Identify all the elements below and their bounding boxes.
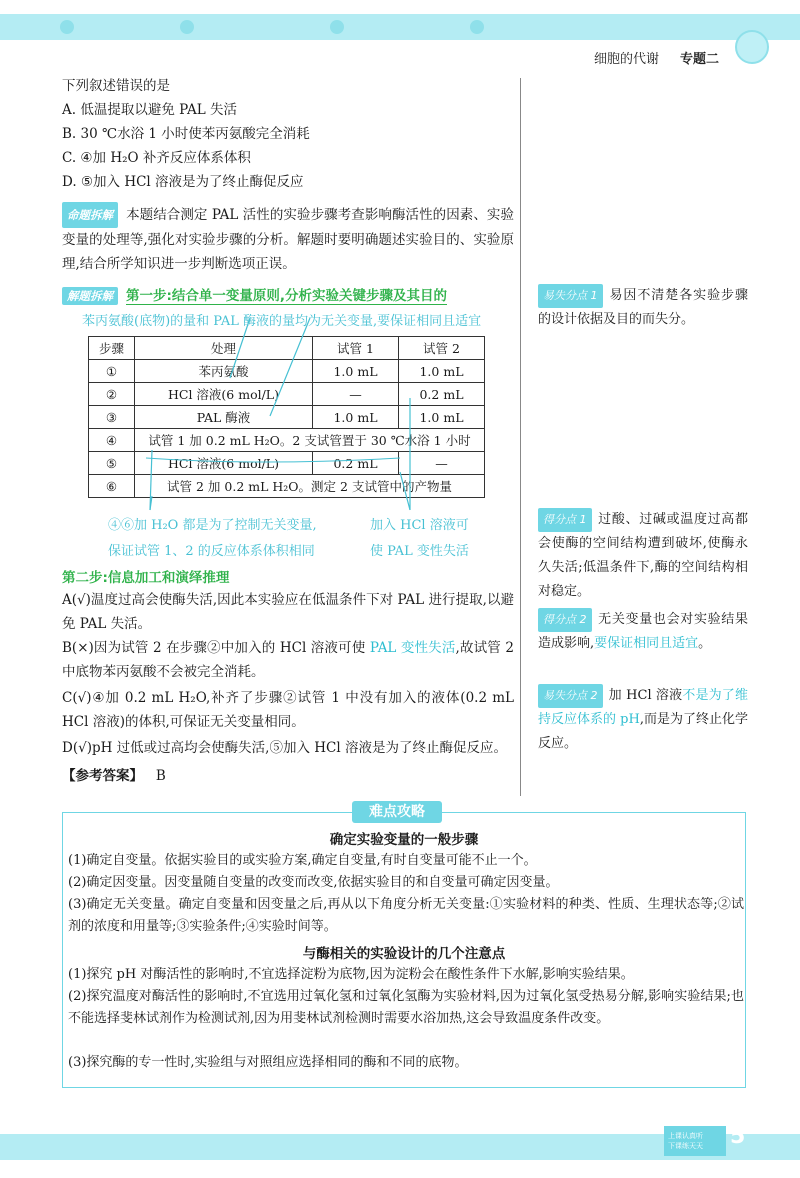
table-cell: HCl 溶液(6 mol/L) (135, 383, 313, 406)
sidenote-text: 加 HCl 溶液 (608, 688, 683, 703)
reason-a: A(√)温度过高会使酶失活,因此本实验应在低温条件下对 PAL 进行提取,以避免 PAL 失活。 (62, 592, 514, 632)
tips-item: (3)确定无关变量。确定自变量和因变量之后,再从以下角度分析无关变量:①实验材料的种类、性质、生理状态等;②试剂的浓度和用量等;③实验条件;④实验时间等。 (68, 897, 744, 934)
band-dot (330, 20, 344, 34)
header-chapter: 细胞的代谢 (594, 52, 660, 67)
option-a: A. 低温提取以避免 PAL 失活 (62, 102, 237, 118)
sidenote-text: 易因不清楚各实验步骤的设计依据及目的而失分。 (538, 288, 748, 327)
note-right-2: 使 PAL 变性失活 (370, 544, 469, 559)
tips-item: (1)确定自变量。依据实验目的或实验方案,确定自变量,有时自变量可能不止一个。 (68, 853, 537, 868)
step1-note: 苯丙氨酸(底物)的量和 PAL 酶液的量均为无关变量,要保证相同且适宜 (82, 314, 482, 329)
table-cell: 1.0 mL (313, 406, 399, 429)
table-cell: HCl 溶液(6 mol/L) (135, 452, 313, 475)
sidenote-tag: 易失分点 1 (538, 284, 603, 308)
table-cell: 0.2 mL (399, 383, 485, 406)
table-header-cell: 步骤 (89, 337, 135, 360)
sidenote-highlight: 不是为了维持反应体系的 pH (538, 688, 748, 727)
tips-item: (2)探究温度对酶活性的影响时,不宜选用过氧化氢和过氧化氢酶为实验材料,因为过氧化氢受热易分解,影响实验结果;也不能选择斐林试剂作为检测试剂,因为用斐林试剂检测时需要水浴加热,这会导致温度条件改变。 (68, 989, 744, 1026)
analysis-text: 本题结合测定 PAL 活性的实验步骤考查影响酶活性的因素、实验变量的处理等,强化对实验步骤的分析。解题时要明确题述实验目的、实验原理,结合所学知识进一步判断选项正误。 (62, 207, 514, 272)
footer-slogan-2: 下课练天天 (668, 1142, 703, 1150)
reason-d: D(√)pH 过低或过高均会使酶失活,⑤加入 HCl 溶液是为了终止酶促反应。 (62, 740, 507, 756)
sidenote-2 (538, 508, 748, 604)
tips-box-title: 难点攻略 (352, 801, 442, 823)
reason-b-text-2: ,故试管 2 中底物苯丙氨酸不会被完全消耗。 (62, 640, 515, 680)
sidenote-tag: 得分点 2 (538, 608, 592, 632)
tips-heading-1: 确定实验变量的一般步骤 (329, 832, 479, 848)
sidenote-highlight: 要保证相同且适宜 (594, 636, 699, 651)
table-cell: — (399, 452, 485, 475)
reason-b (62, 636, 514, 684)
mascot-icon (735, 30, 769, 64)
answer-value: B (155, 768, 166, 784)
analysis-paragraph (62, 202, 514, 276)
table-cell: 0.2 mL (313, 452, 399, 475)
tips-item: (3)探究酶的专一性时,实验组与对照组应选择相同的酶和不同的底物。 (68, 1055, 468, 1070)
table-cell: 1.0 mL (399, 406, 485, 429)
question-stem: 下列叙述错误的是 (62, 78, 170, 94)
reason-b-text: B(×)因为试管 2 在步骤②中加入的 HCl 溶液可使 (62, 640, 370, 656)
table-cell: 苯丙氨酸 (135, 360, 313, 383)
footer-slogan (664, 1126, 726, 1156)
solution-tag: 解题拆解 (62, 287, 118, 305)
arrow-line (230, 318, 250, 378)
note-left-2: 保证试管 1、2 的反应体系体积相同 (108, 544, 315, 559)
step1-title: 第一步:结合单一变量原则,分析实验关键步骤及其目的 (126, 288, 448, 304)
sidenote-text: 过酸、过碱或温度过高都会使酶的空间结构遭到破坏,使酶永久失活;低温条件下,酶的空间结构相对稳定。 (538, 512, 748, 599)
table-header-cell: 试管 2 (399, 337, 485, 360)
tips-item: (2)确定因变量。因变量随自变量的改变而改变,依据实验目的和自变量可确定因变量。 (68, 875, 559, 890)
tips-item: (1)探究 pH 对酶活性的影响时,不宜选择淀粉为底物,因为淀粉会在酸性条件下水解,影响实验结果。 (68, 967, 634, 982)
answer-label: 【参考答案】 (62, 768, 143, 784)
reason-c: C(√)④加 0.2 mL H₂O,补齐了步骤②试管 1 中没有加入的液体(0.2 mL HCl 溶液)的体积,可保证无关变量相同。 (62, 690, 514, 730)
sidenote-text-2: 。 (698, 636, 712, 651)
table-cell: 1.0 mL (313, 360, 399, 383)
tips-heading-2: 与酶相关的实验设计的几个注意点 (302, 946, 506, 962)
table-cell: — (313, 383, 399, 406)
band-dot (60, 20, 74, 34)
header-topic: 专题二 (680, 52, 720, 67)
reason-b-highlight: PAL 变性失活 (369, 640, 456, 656)
table-cell: ⑥ (89, 475, 135, 498)
analysis-tag: 命题拆解 (62, 202, 118, 228)
column-divider (520, 78, 521, 796)
note-left-1: ④⑥加 H₂O 都是为了控制无关变量, (108, 518, 317, 533)
table-cell: ③ (89, 406, 135, 429)
table-header-cell: 处理 (135, 337, 313, 360)
table-cell: ⑤ (89, 452, 135, 475)
sidenote-1 (538, 284, 748, 332)
answer-row (62, 764, 166, 784)
sidenote-tag: 得分点 1 (538, 508, 592, 532)
page-number: 5 (730, 1124, 746, 1149)
sidenote-4 (538, 684, 748, 756)
footer-slogan-1: 上课认真听 (668, 1132, 703, 1140)
table-cell: 试管 1 加 0.2 mL H₂O。2 支试管置于 30 ℃水浴 1 小时 (135, 429, 485, 452)
note-right-1: 加入 HCl 溶液可 (370, 518, 469, 533)
option-b: B. 30 ℃水浴 1 小时使苯丙氨酸完全消耗 (62, 126, 310, 142)
table-cell: ④ (89, 429, 135, 452)
table-header-cell: 试管 1 (313, 337, 399, 360)
option-d: D. ⑤加入 HCl 溶液是为了终止酶促反应 (62, 174, 304, 190)
band-dot (180, 20, 194, 34)
table-cell: 1.0 mL (399, 360, 485, 383)
top-band (0, 14, 800, 40)
band-dot (470, 20, 484, 34)
sidenote-3 (538, 608, 748, 656)
table-cell: PAL 酶液 (135, 406, 313, 429)
table-cell: ② (89, 383, 135, 406)
arrow-line (400, 472, 410, 510)
wavy-underline (146, 458, 400, 462)
step2-title: 第二步:信息加工和演绎推理 (62, 570, 230, 586)
sidenote-tag: 易失分点 2 (538, 684, 603, 708)
table-cell: 试管 2 加 0.2 mL H₂O。测定 2 支试管中的产物量 (135, 475, 485, 498)
sidenote-text-2: ,而是为了终止化学反应。 (538, 712, 748, 751)
option-c: C. ④加 H₂O 补齐反应体系体积 (62, 150, 251, 166)
arrow-line (270, 318, 310, 416)
table-cell: ① (89, 360, 135, 383)
sidenote-text: 无关变量也会对实验结果造成影响, (538, 612, 748, 651)
